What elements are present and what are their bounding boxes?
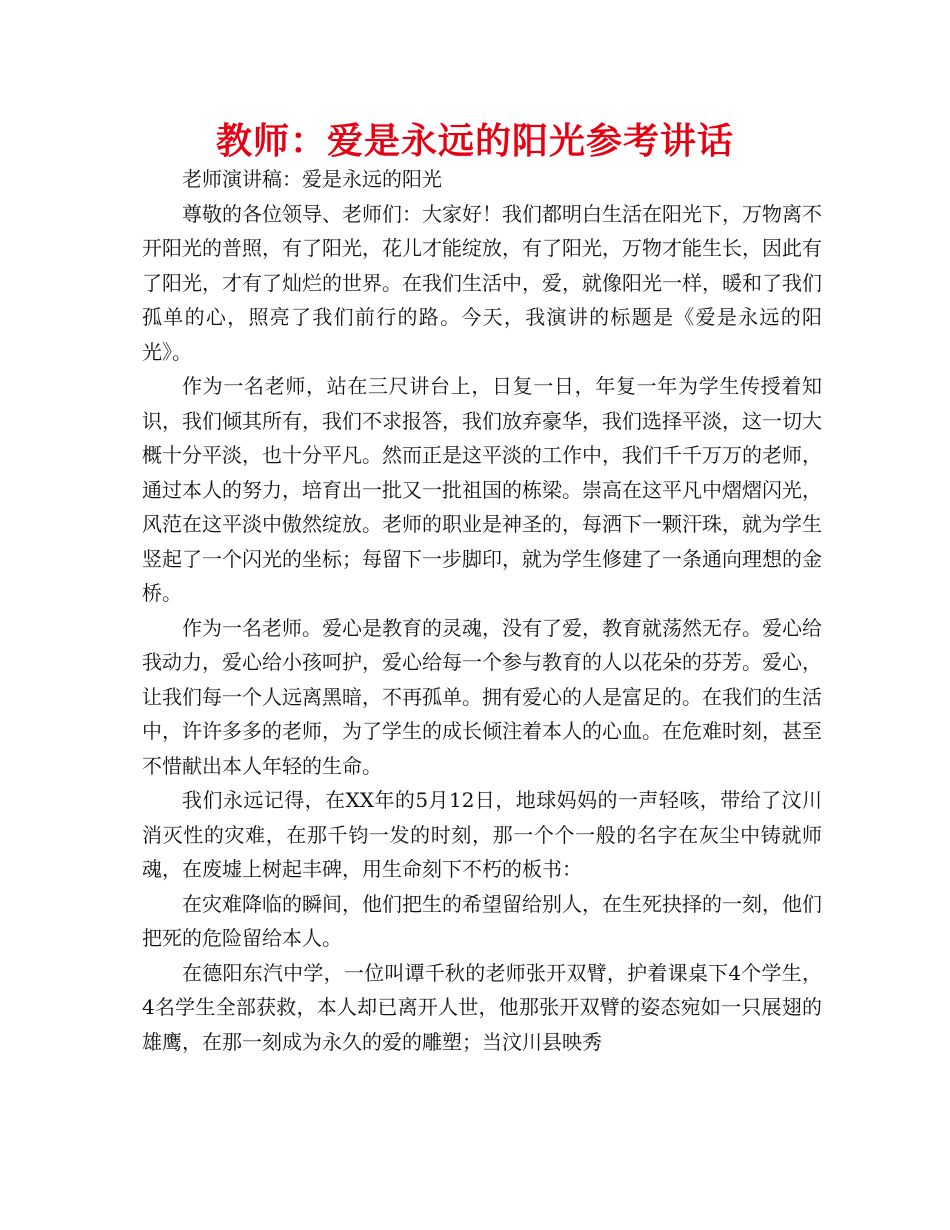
subtitle-line: 老师演讲稿：爱是永远的阳光 [182, 167, 442, 191]
paragraph: 在灾难降临的瞬间，他们把生的希望留给别人，在生死抉择的一刻，他们把死的危险留给本人。 [142, 891, 822, 950]
paragraph: 尊敬的各位领导、老师们：大家好！我们都明白生活在阳光下，万物离不开阳光的普照，有了阳光，花儿才能绽放，有了阳光，万物才能生长，因此有了阳光，才有了灿烂的世界。在我们生活中，爱，就像阳光一样，暖和了我们孤单的心，照亮了我们前行的路。今天，我演讲的标题是《爱是永远的阳光》。 [142, 201, 822, 364]
paragraph: 我们永远记得，在XX年的5月12日，地球妈妈的一声轻咳，带给了汶川消灭性的灾难，在那千钧一发的时刻，那一个个一般的名字在灰尘中铸就师魂，在废墟上树起丰碑，用生命刻下不朽的板书： [142, 788, 822, 881]
document-title: 教师：爱是永远的阳光参考讲话 [215, 121, 734, 162]
paragraph: 作为一名老师。爱心是教育的灵魂，没有了爱，教育就荡然无存。爱心给我动力，爱心给小孩呵护，爱心给每一个参与教育的人以花朵的芬芳。爱心，让我们每一个人远离黑暗，不再孤单。拥有爱心的人是富足的。在我们的生活中，许许多多的老师，为了学生的成长倾注着本人的心血。在危难时刻，甚至不惜献出本人年轻的生命。 [142, 615, 822, 778]
document-body [142, 162, 822, 1059]
paragraph: 在德阳东汽中学，一位叫谭千秋的老师张开双臂，护着课桌下4个学生，4名学生全部获救，本人却已离开人世，他那张开双臂的姿态宛如一只展翅的雄鹰，在那一刻成为永久的爱的雕塑；当汶川县映秀 [142, 960, 822, 1054]
paragraph: 作为一名老师，站在三尺讲台上，日复一日，年复一年为学生传授着知识，我们倾其所有，我们不求报答，我们放弃豪华，我们选择平淡，这一切大概十分平淡，也十分平凡。然而正是这平淡的工作中，我们千千万万的老师，通过本人的努力，培育出一批又一批祖国的栋梁。崇高在这平凡中熠熠闪光，风范在这平淡中傲然绽放。老师的职业是神圣的，每洒下一颗汗珠，就为学生竖起了一个闪光的坐标；每留下一步脚印，就为学生修建了一条通向理想的金桥。 [142, 374, 822, 605]
